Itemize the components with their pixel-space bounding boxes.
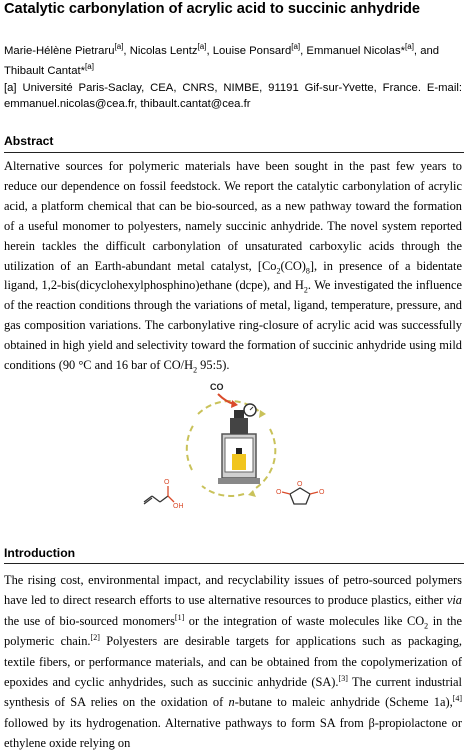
oxygen-label: O [297, 481, 303, 488]
affiliation-marker: [a] [197, 42, 207, 51]
reactor-icon [218, 404, 260, 484]
affiliation-marker: [a] [85, 61, 94, 71]
corresponding-star: * [400, 44, 406, 57]
separator: , and [413, 44, 440, 57]
oxygen-label: O [164, 479, 170, 486]
affiliation [4, 80, 462, 112]
affiliation-mark: [a] [4, 82, 17, 94]
hydroxyl-label: OH [173, 503, 184, 510]
succinic-anhydride-structure [282, 488, 318, 504]
acrylic-acid-structure [144, 486, 174, 504]
oxygen-label: O [276, 489, 282, 496]
separator: , [206, 44, 213, 57]
introduction-heading: Introduction [4, 546, 76, 560]
abstract-text: Alternative sources for polymeric materials have been sought in the past few years to reduce our dependence on fossil feedstock. We report the catalytic carbonylation of acrylic acid, a platform chemical that can be bio-sourced, as a new pathway toward the formation of a useful monomer to polyesters, namely succinic anhydride. The novel system reported herein tackles the difficult carbonylation of unsaturated carboxylic acids through the utilization of an Earth-abundant metal catalyst, $[Co_2(CO)_8]$, in presence of a bidentate ligand, 1,2-bis(dicyclohexylphosphino)ethane (dcpe), and $H_2$. We investigated the influence of the reaction conditions through the variations of metal, ligand, temperature, pressure, and gas composition variations. The carbonylative ring-closure of acrylic acid was successfully obtained in high yield and selectivity toward the formation of succinic anhydride using mild conditions (90 °C and 16 bar of $CO/H_2$ 95:5). [4, 159, 462, 375]
toc-graphic [140, 374, 330, 524]
author-name: Nicolas Lentz [129, 44, 198, 57]
affiliation-marker: [a] [291, 42, 301, 51]
affiliation-marker: [a] [114, 42, 124, 51]
oxygen-label: O [319, 489, 325, 496]
divider [4, 563, 464, 564]
author-list [4, 39, 460, 79]
paper-title: Catalytic carbonylation of acrylic acid to succinic anhydride [4, 1, 421, 17]
author-name: Louise Ponsard [212, 44, 292, 57]
author-name: Marie-Hélène Pietraru [4, 44, 115, 57]
affiliation-marker: [a] [405, 42, 414, 51]
separator: , [300, 44, 307, 57]
author-name: Emmanuel Nicolas [306, 44, 401, 57]
separator: , [123, 44, 130, 57]
affiliation-text: Université Paris-Saclay, CEA, CNRS, NIMBE, 91191 Gif-sur-Yvette, France. E-mail: emmanuel.nicolas@cea.fr, thibault.cantat@cea.fr [4, 82, 462, 110]
corresponding-star: * [80, 64, 86, 77]
co-label: CO [210, 382, 224, 392]
introduction-text: The rising cost, environmental impact, and recyclability issues of petro-sourced polymers have led to direct research efforts to use alternative resources to produce plastics, either via the use of bio-sourced monomers[1] or the integration of waste molecules like $CO_2$ in the polymeric chain.[2] Polyesters are desirable targets for applications such as packaging, textile fibers, or performance materials, and can be obtained from the copolymerization of epoxides and cyclic anhydrides, such as succinic anhydride (SA).[3] The current industrial synthesis of SA relies on the oxidation of n-butane to maleic anhydride (Scheme 1a),[4] followed by its hydrogenation. Alternative pathways to form SA from β-propiolactone or ethylene oxide relying on [4, 573, 463, 751]
abstract-heading: Abstract [4, 134, 54, 148]
divider [4, 152, 464, 153]
author-name: Thibault Cantat [4, 64, 81, 77]
